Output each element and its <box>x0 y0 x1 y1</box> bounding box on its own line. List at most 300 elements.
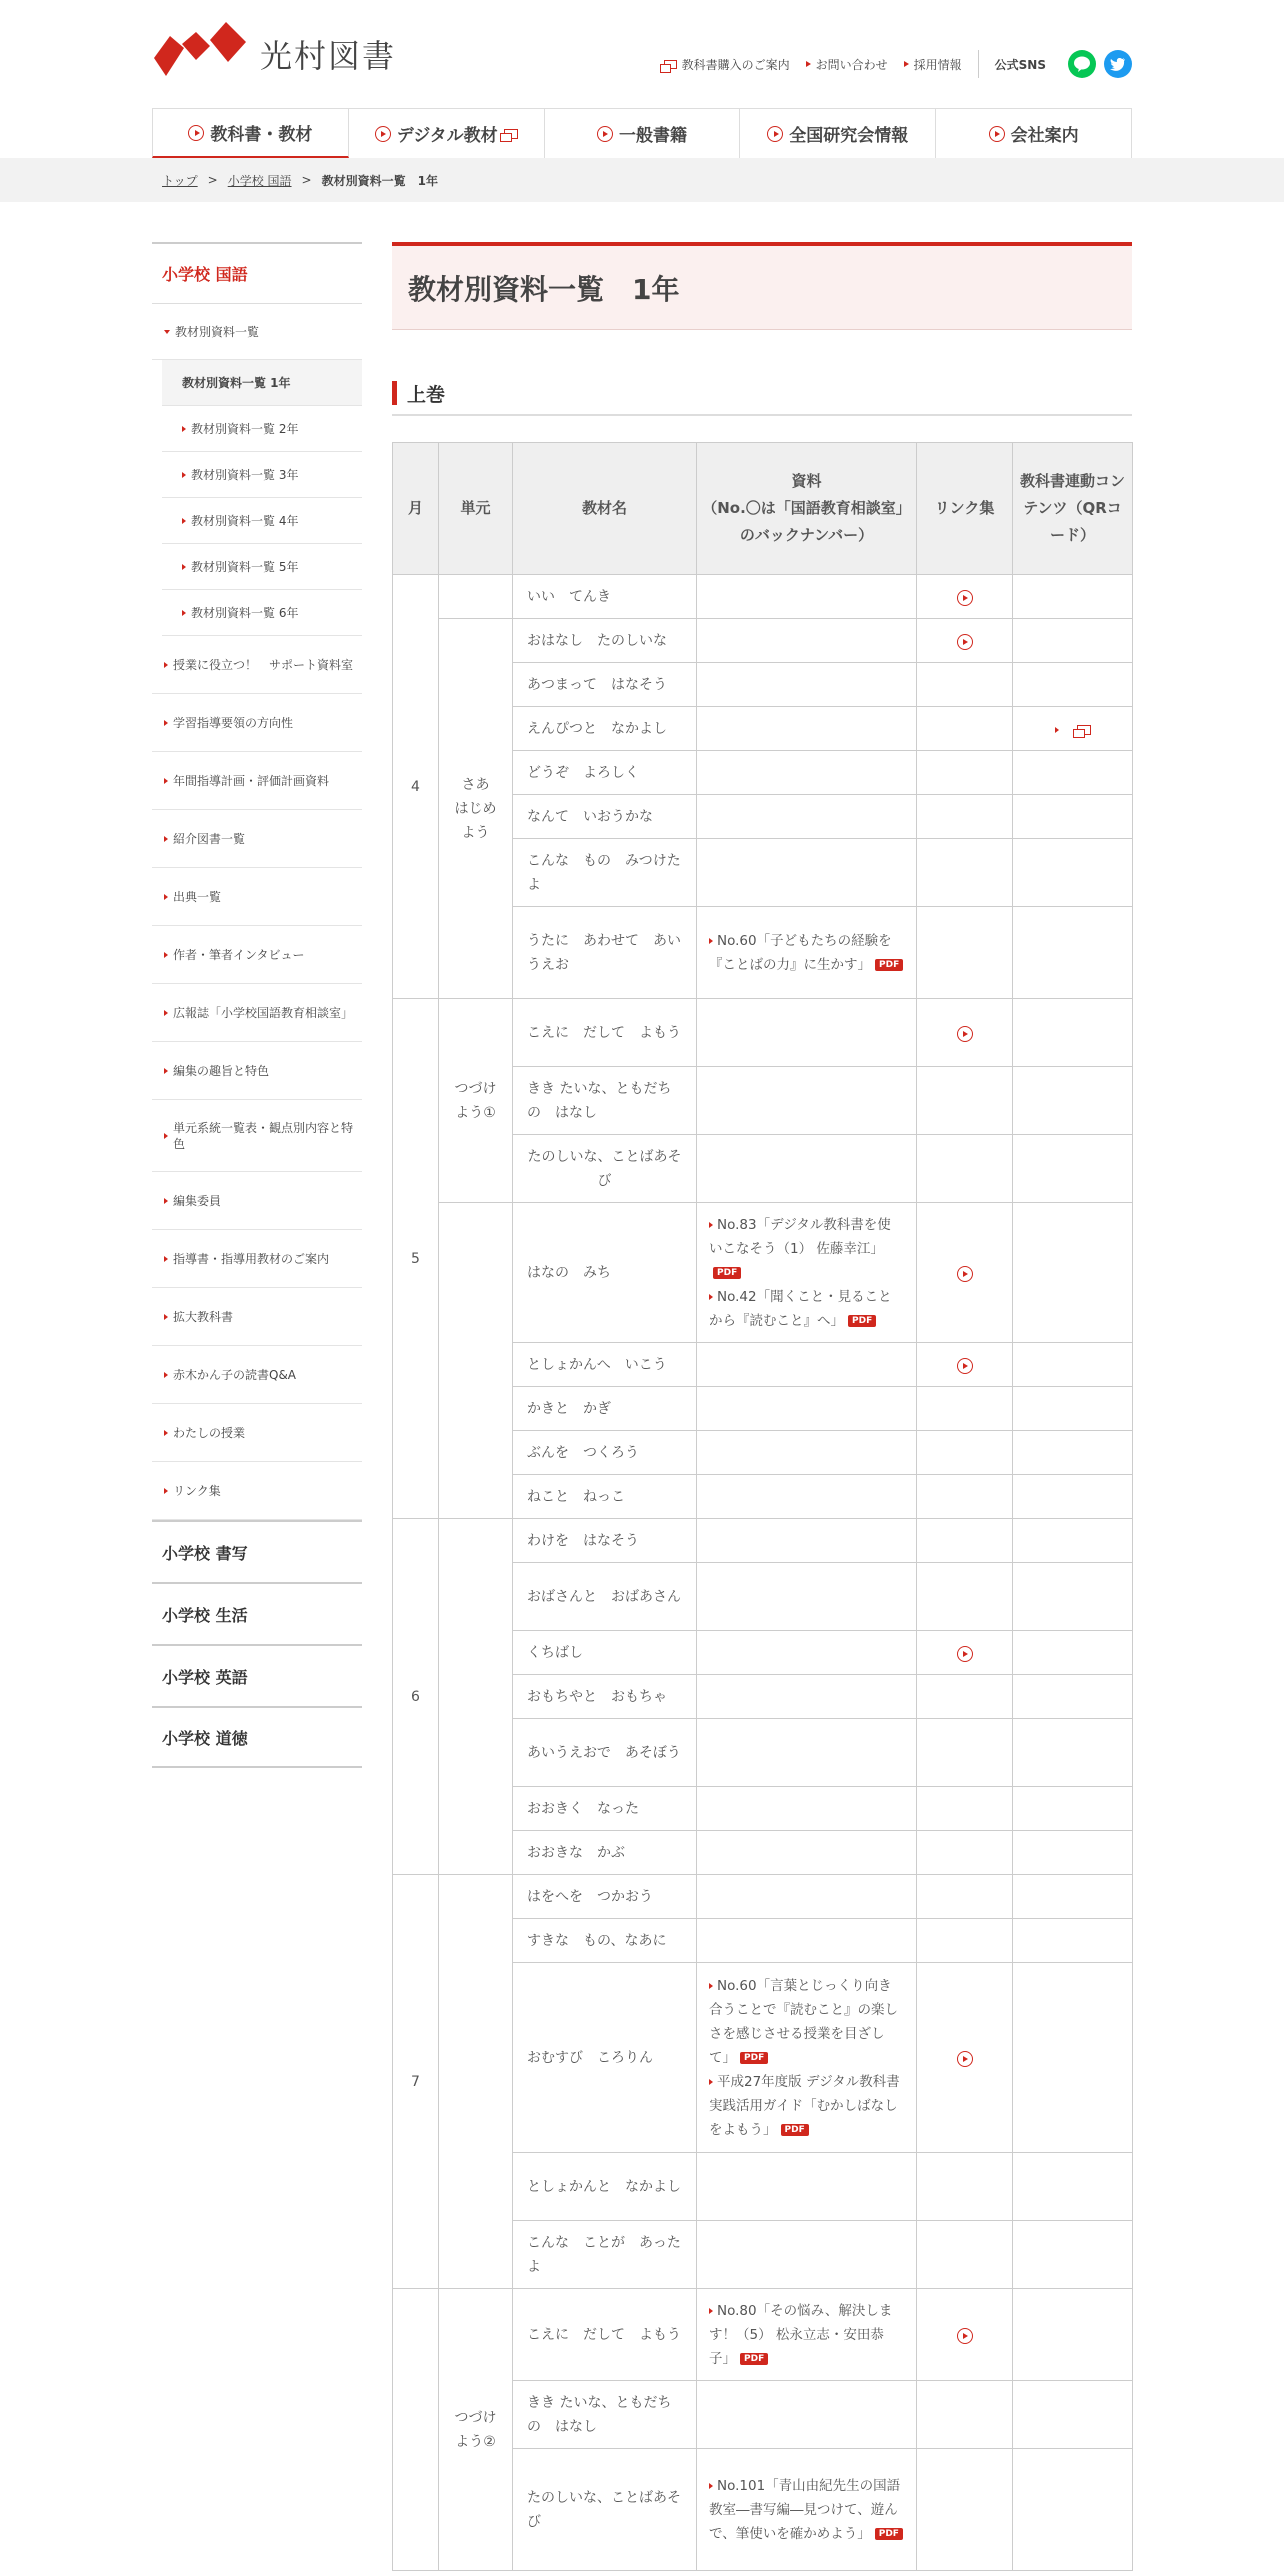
resource-cell <box>697 795 917 839</box>
qr-content-link[interactable] <box>1055 725 1091 735</box>
nav-label: デジタル教材 <box>396 126 498 146</box>
sidebar-item-label: リンク集 <box>173 1484 221 1498</box>
material-cell: たのしいな、ことばあそび <box>513 1135 697 1203</box>
sidebar-item[interactable] <box>152 1404 362 1462</box>
link-arrow-icon[interactable] <box>957 1358 973 1374</box>
material-cell: どうぞ よろしく <box>513 751 697 795</box>
sidebar-item[interactable] <box>152 1042 362 1100</box>
arrow-icon <box>709 2483 713 2489</box>
resource-cell <box>697 839 917 907</box>
arrow-icon <box>164 778 168 784</box>
breadcrumb <box>152 158 1132 202</box>
qr-cell <box>1013 1067 1133 1135</box>
qr-cell <box>1013 839 1133 907</box>
arrow-icon <box>164 1314 168 1320</box>
recruit-link-label: 採用情報 <box>913 57 962 72</box>
qr-cell <box>1013 1787 1133 1831</box>
link-cell <box>917 1203 1013 1343</box>
material-cell: こえに だして よもう <box>513 999 697 1067</box>
sidebar-child-1[interactable] <box>162 360 362 406</box>
resource-cell <box>697 1787 917 1831</box>
arrow-icon <box>164 952 168 958</box>
site-header <box>152 0 1132 108</box>
material-cell: としょかんへ いこう <box>513 1343 697 1387</box>
link-cell <box>917 1631 1013 1675</box>
link-cell <box>917 619 1013 663</box>
sidebar-section[interactable]: 小学校 道徳 <box>152 1706 362 1768</box>
arrow-circle-icon <box>188 125 204 141</box>
qr-cell <box>1013 1203 1133 1343</box>
link-cell <box>917 1963 1013 2153</box>
arrow-icon <box>164 720 168 726</box>
pdf-badge: PDF <box>848 1315 876 1327</box>
qr-cell <box>1013 1875 1133 1919</box>
arrow-circle-icon <box>375 126 391 142</box>
th-resource: 資料 （No.〇は「国語教育相談室」のバックナンバー） <box>697 443 917 575</box>
arrow-icon <box>709 1983 713 1989</box>
resource-cell <box>697 2289 917 2381</box>
divider <box>978 50 979 78</box>
nav-label: 全国研究会情報 <box>789 126 909 146</box>
resource-text: No.42「聞くこと・見ることから『読むこと』へ」 <box>709 1288 892 1329</box>
pdf-badge: PDF <box>875 959 903 971</box>
arrow-circle-icon <box>989 126 1005 142</box>
qr-cell <box>1013 1343 1133 1387</box>
sidebar-item[interactable] <box>152 926 362 984</box>
unit-cell: さあ はじめよう <box>439 619 513 999</box>
resource-cell <box>697 1135 917 1203</box>
resource-link[interactable] <box>709 1974 904 2070</box>
sidebar-item[interactable] <box>152 694 362 752</box>
window-icon <box>504 129 518 139</box>
link-cell <box>917 2449 1013 2571</box>
resource-cell <box>697 1563 917 1631</box>
sidebar-item[interactable] <box>152 1172 362 1230</box>
qr-cell <box>1013 1831 1133 1875</box>
arrow-icon <box>164 894 168 900</box>
qr-cell <box>1013 1563 1133 1631</box>
link-arrow-icon[interactable] <box>957 1646 973 1662</box>
qr-cell <box>1013 1519 1133 1563</box>
line-logo-icon <box>1073 56 1091 72</box>
sidebar-child-label: 教材別資料一覧 4年 <box>191 514 299 528</box>
sidebar-child-5[interactable] <box>162 544 362 590</box>
nav-label: 一般書籍 <box>618 126 687 146</box>
sidebar-item-label: 指導書・指導用教材のご案内 <box>173 1252 330 1266</box>
link-cell <box>917 2289 1013 2381</box>
material-cell: くちばし <box>513 1631 697 1675</box>
sidebar-child-3[interactable] <box>162 452 362 498</box>
qr-cell <box>1013 1387 1133 1431</box>
resource-cell <box>697 751 917 795</box>
arrow-icon <box>164 1198 168 1204</box>
site-logo[interactable] <box>152 18 396 80</box>
material-cell: こんな ことが あったよ <box>513 2221 697 2289</box>
resource-cell <box>697 1475 917 1519</box>
resource-link[interactable] <box>709 929 904 977</box>
qr-cell <box>1013 619 1133 663</box>
sidebar-head[interactable]: 小学校 国語 <box>152 242 362 304</box>
link-arrow-icon[interactable] <box>957 590 973 606</box>
resource-cell <box>697 2221 917 2289</box>
main <box>152 242 1132 2571</box>
global-nav <box>152 108 1132 158</box>
link-cell <box>917 907 1013 999</box>
table-row <box>393 1519 1133 1563</box>
link-cell <box>917 795 1013 839</box>
breadcrumb-section[interactable]: 小学校 国語 <box>227 173 292 188</box>
arrow-circle-icon <box>597 126 613 142</box>
contact-link-label: お問い合わせ <box>815 57 888 72</box>
resource-cell <box>697 1963 917 2153</box>
recruit-link[interactable] <box>904 56 962 73</box>
twitter-icon[interactable] <box>1104 50 1132 78</box>
sidebar-child-label: 教材別資料一覧 2年 <box>191 422 299 436</box>
arrow-icon <box>164 1256 168 1262</box>
resource-cell <box>697 1675 917 1719</box>
section-title: 上巻 <box>407 383 446 406</box>
content <box>392 242 1132 2571</box>
line-icon[interactable] <box>1068 50 1096 78</box>
sidebar-child-label: 教材別資料一覧 5年 <box>191 560 299 574</box>
pdf-badge: PDF <box>740 2353 768 2365</box>
pdf-badge: PDF <box>781 2124 809 2136</box>
pdf-badge: PDF <box>713 1267 741 1279</box>
nav-textbooks[interactable] <box>152 109 349 158</box>
qr-cell <box>1013 999 1133 1067</box>
arrow-icon <box>709 1294 713 1300</box>
arrow-circle-icon <box>767 126 783 142</box>
chevron-down-icon <box>164 330 170 334</box>
breadcrumb-separator: > <box>301 173 312 187</box>
table-row <box>393 575 1133 619</box>
qr-cell <box>1013 2381 1133 2449</box>
sidebar-item-label: 教材別資料一覧 <box>175 325 260 339</box>
arrow-icon <box>164 1133 168 1139</box>
material-cell: おむすび ころりん <box>513 1963 697 2153</box>
table-row <box>393 999 1133 1067</box>
resource-cell <box>697 1067 917 1135</box>
breadcrumb-separator: > <box>207 173 218 187</box>
table-body <box>393 575 1133 2571</box>
sidebar-item[interactable] <box>152 636 362 694</box>
resource-cell <box>697 1831 917 1875</box>
month-cell: 6 <box>393 1519 439 1875</box>
qr-cell <box>1013 1475 1133 1519</box>
resource-link[interactable] <box>709 2299 904 2371</box>
sidebar-item[interactable] <box>152 1230 362 1288</box>
heading-bar <box>392 381 397 405</box>
link-arrow-icon[interactable] <box>957 2328 973 2344</box>
table-row <box>393 1875 1133 1919</box>
material-cell: あつまって はなそう <box>513 663 697 707</box>
arrow-icon <box>182 426 186 432</box>
material-cell: としょかんと なかよし <box>513 2153 697 2221</box>
sidebar-child-label: 教材別資料一覧 3年 <box>191 468 299 482</box>
link-cell <box>917 1431 1013 1475</box>
mitsumura-logo-icon <box>152 18 248 80</box>
breadcrumb-home[interactable]: トップ <box>162 173 198 188</box>
resource-text: No.60「言葉とじっくり向き合うことで『読むこと』の楽しさを感じさせる授業を目ざして」 <box>709 1977 898 2066</box>
sidebar-child-6[interactable] <box>162 590 362 636</box>
section-heading <box>392 378 1132 416</box>
link-cell <box>917 1675 1013 1719</box>
sidebar-item-label: 単元系統一覧表・観点別内容と特色 <box>173 1120 354 1151</box>
sidebar <box>152 242 362 2571</box>
material-cell: わけを はなそう <box>513 1519 697 1563</box>
unit-cell <box>439 1519 513 1875</box>
arrow-icon <box>709 938 713 944</box>
th-qr: 教科書連動コンテンツ（QRコード） <box>1013 443 1133 575</box>
material-cell: えんぴつと なかよし <box>513 707 697 751</box>
link-arrow-icon[interactable] <box>957 1026 973 1042</box>
arrow-icon <box>164 1372 168 1378</box>
qr-cell <box>1013 2449 1133 2571</box>
arrow-icon <box>164 1430 168 1436</box>
qr-cell <box>1013 2221 1133 2289</box>
arrow-icon <box>709 1222 713 1228</box>
sidebar-section[interactable]: 小学校 英語 <box>152 1644 362 1706</box>
sidebar-item-label: 編集の趣旨と特色 <box>173 1064 270 1078</box>
sidebar-item[interactable] <box>152 868 362 926</box>
material-cell: はをへを つかおう <box>513 1875 697 1919</box>
material-cell: こんな もの みつけたよ <box>513 839 697 907</box>
material-cell: はなの みち <box>513 1203 697 1343</box>
sidebar-item-label: 出典一覧 <box>173 890 222 904</box>
qr-cell <box>1013 1719 1133 1787</box>
resource-cell <box>697 2449 917 2571</box>
logo-text: 光村図書 <box>260 37 397 75</box>
breadcrumb-bar <box>0 158 1284 202</box>
sidebar-item-label: 紹介図書一覧 <box>173 832 246 846</box>
sidebar-child-label: 教材別資料一覧 1年 <box>182 376 291 390</box>
link-cell <box>917 1343 1013 1387</box>
material-cell: きき たいな、ともだちの はなし <box>513 2381 697 2449</box>
link-cell <box>917 2381 1013 2449</box>
material-cell: ぶんを つくろう <box>513 1431 697 1475</box>
resource-cell <box>697 1387 917 1431</box>
link-cell <box>917 1067 1013 1135</box>
nav-label: 会社案内 <box>1010 126 1079 146</box>
material-cell: すきな もの、なあに <box>513 1919 697 1963</box>
resource-cell <box>697 663 917 707</box>
material-cell: きき たいな、ともだちの はなし <box>513 1067 697 1135</box>
material-cell: たのしいな、ことばあそび <box>513 2449 697 2571</box>
link-cell <box>917 663 1013 707</box>
arrow-icon <box>904 61 909 67</box>
unit-cell <box>439 575 513 619</box>
link-cell <box>917 1787 1013 1831</box>
qr-cell <box>1013 2153 1133 2221</box>
resource-cell <box>697 1519 917 1563</box>
material-cell: あいうえおで あそぼう <box>513 1719 697 1787</box>
resource-link[interactable] <box>709 1285 904 1333</box>
material-cell: うたに あわせて あいうえお <box>513 907 697 999</box>
sidebar-item[interactable] <box>152 1288 362 1346</box>
arrow-icon <box>806 61 811 67</box>
resource-cell <box>697 1631 917 1675</box>
material-cell: ねこと ねっこ <box>513 1475 697 1519</box>
sidebar-child-4[interactable] <box>162 498 362 544</box>
link-cell <box>917 2153 1013 2221</box>
resource-cell <box>697 999 917 1067</box>
qr-cell <box>1013 907 1133 999</box>
arrow-icon <box>709 2079 713 2085</box>
th-material: 教材名 <box>513 443 697 575</box>
qr-cell <box>1013 1135 1133 1203</box>
utility-nav <box>648 50 1132 78</box>
purchase-link-label: 教科書購入のご案内 <box>681 57 790 72</box>
resource-link[interactable] <box>709 2070 904 2142</box>
resource-text: No.80「その悩み、解決します！（5） 松永立志・安田恭子」 <box>709 2302 893 2367</box>
th-month: 月 <box>393 443 439 575</box>
sidebar-item-label: 広報誌「小学校国語教育相談室」 <box>173 1006 354 1020</box>
resource-link[interactable] <box>709 2474 904 2546</box>
qr-cell <box>1013 1431 1133 1475</box>
arrow-icon <box>164 1010 168 1016</box>
th-link: リンク集 <box>917 443 1013 575</box>
link-arrow-icon[interactable] <box>957 2051 973 2067</box>
arrow-icon <box>164 662 168 668</box>
month-cell: 7 <box>393 1875 439 2289</box>
sidebar-item-label: 赤木かん子の読書Q&A <box>173 1368 297 1382</box>
sidebar-item[interactable] <box>152 810 362 868</box>
qr-cell <box>1013 575 1133 619</box>
unit-cell <box>439 1875 513 2289</box>
sidebar-item[interactable] <box>152 1100 362 1172</box>
sidebar-item-label: 拡大教科書 <box>173 1310 234 1324</box>
arrow-icon <box>709 2308 713 2314</box>
link-cell <box>917 1919 1013 1963</box>
sidebar-item-label: わたしの授業 <box>173 1426 246 1440</box>
page-title: 教材別資料一覧 1年 <box>392 242 1132 330</box>
arrow-icon <box>164 1068 168 1074</box>
link-cell <box>917 2221 1013 2289</box>
nav-digital[interactable] <box>349 109 545 158</box>
month-cell: 5 <box>393 999 439 1519</box>
sidebar-section[interactable]: 小学校 生活 <box>152 1582 362 1644</box>
sidebar-section[interactable]: 小学校 書写 <box>152 1520 362 1582</box>
sidebar-item-label: 編集委員 <box>173 1194 222 1208</box>
purchase-link[interactable] <box>664 56 790 73</box>
sidebar-item-materials[interactable] <box>152 304 362 360</box>
sidebar-child-label: 教材別資料一覧 6年 <box>191 606 299 620</box>
qr-cell <box>1013 1675 1133 1719</box>
breadcrumb-current: 教材別資料一覧 1年 <box>321 173 438 188</box>
arrow-icon <box>182 564 186 570</box>
table-row <box>393 2289 1133 2381</box>
qr-cell <box>1013 2289 1133 2381</box>
unit-cell: つづけよう① <box>439 999 513 1203</box>
resource-cell <box>697 1919 917 1963</box>
window-icon <box>1077 725 1091 735</box>
link-cell <box>917 751 1013 795</box>
month-cell <box>393 2289 439 2571</box>
material-cell: こえに だして よもう <box>513 2289 697 2381</box>
material-cell: おはなし たのしいな <box>513 619 697 663</box>
link-arrow-icon[interactable] <box>957 1266 973 1282</box>
resource-cell <box>697 1203 917 1343</box>
link-cell <box>917 1519 1013 1563</box>
table-row <box>393 619 1133 663</box>
resource-cell <box>697 1875 917 1919</box>
qr-cell <box>1013 663 1133 707</box>
link-cell <box>917 575 1013 619</box>
resource-text: No.83「デジタル教科書を使いこなそう（1） 佐藤幸江」 <box>709 1216 891 1257</box>
arrow-icon <box>182 472 186 478</box>
arrow-icon <box>182 518 186 524</box>
link-cell <box>917 1475 1013 1519</box>
sidebar-items <box>152 636 362 1520</box>
unit-cell: つづけよう② <box>439 2289 513 2571</box>
pdf-badge: PDF <box>740 2052 768 2064</box>
qr-cell <box>1013 1631 1133 1675</box>
arrow-icon <box>164 836 168 842</box>
link-cell <box>917 1563 1013 1631</box>
qr-cell <box>1013 1919 1133 1963</box>
unit-cell <box>439 1203 513 1519</box>
link-cell <box>917 1387 1013 1431</box>
link-cell <box>917 1719 1013 1787</box>
link-cell <box>917 707 1013 751</box>
nav-label: 教科書・教材 <box>210 125 313 145</box>
nav-company[interactable] <box>936 109 1132 158</box>
resource-text: No.60「子どもたちの経験を『ことばの力』に生かす」 <box>709 932 892 973</box>
pdf-badge: PDF <box>875 2528 903 2540</box>
resource-cell <box>697 575 917 619</box>
material-cell: おばさんと おばあさん <box>513 1563 697 1631</box>
sidebar-item-label: 年間指導計画・評価計画資料 <box>173 774 330 788</box>
resource-link[interactable] <box>709 1213 904 1285</box>
link-cell <box>917 1831 1013 1875</box>
sidebar-item[interactable] <box>152 984 362 1042</box>
qr-cell <box>1013 751 1133 795</box>
sidebar-children <box>152 360 362 636</box>
qr-cell <box>1013 707 1133 751</box>
materials-table <box>392 442 1133 2571</box>
sidebar-item[interactable] <box>152 1462 362 1520</box>
link-cell <box>917 1875 1013 1919</box>
sidebar-item[interactable] <box>152 1346 362 1404</box>
resource-cell <box>697 2381 917 2449</box>
resource-cell <box>697 907 917 999</box>
arrow-icon <box>164 1488 168 1494</box>
resource-text: 平成27年度版 デジタル教科書実践活用ガイド「むかしばなしをよもう」 <box>709 2073 900 2138</box>
sidebar-child-2[interactable] <box>162 406 362 452</box>
qr-cell <box>1013 1963 1133 2153</box>
material-cell: おもちやと おもちゃ <box>513 1675 697 1719</box>
window-icon <box>664 60 677 69</box>
resource-cell <box>697 1431 917 1475</box>
sidebar-item[interactable] <box>152 752 362 810</box>
resource-cell <box>697 619 917 663</box>
resource-cell <box>697 1343 917 1387</box>
contact-link[interactable] <box>806 56 888 73</box>
table-header-row <box>393 443 1133 575</box>
link-cell <box>917 1135 1013 1203</box>
qr-cell <box>1013 795 1133 839</box>
resource-text: No.101「青山由紀先生の国語教室―書写編―見つけて、遊んで、筆使いを確かめよう」 <box>709 2477 901 2542</box>
sns-label: 公式SNS <box>994 57 1046 72</box>
nav-research[interactable] <box>740 109 936 158</box>
nav-books[interactable] <box>545 109 741 158</box>
link-cell <box>917 839 1013 907</box>
sidebar-others <box>152 1520 362 1768</box>
sidebar-item-label: 学習指導要領の方向性 <box>173 716 294 730</box>
material-cell: なんて いおうかな <box>513 795 697 839</box>
resource-cell <box>697 2153 917 2221</box>
link-arrow-icon[interactable] <box>957 634 973 650</box>
